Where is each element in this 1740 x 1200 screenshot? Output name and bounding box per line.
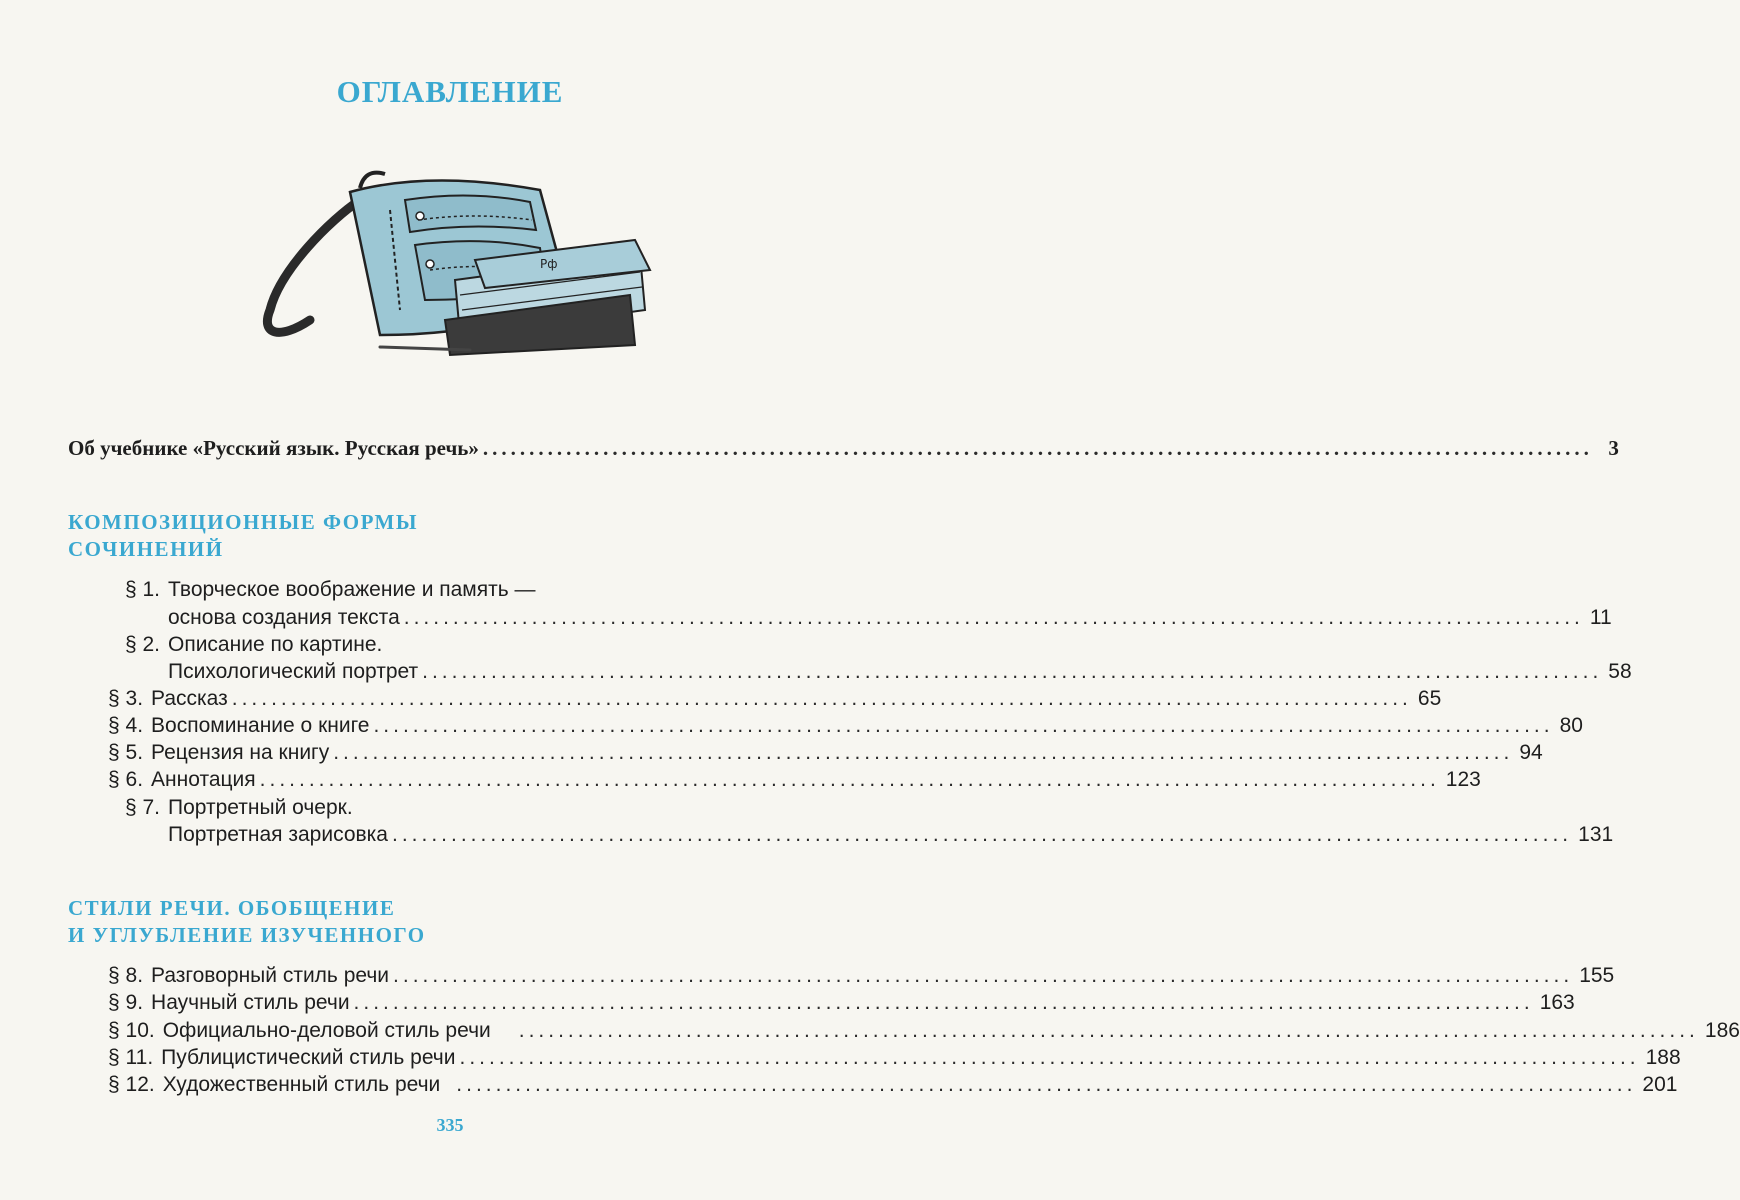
toc-entry-page: 186 xyxy=(1704,1019,1740,1042)
dot-leader: ........................................................................................................................ xyxy=(403,606,1584,629)
dot-leader: ........................................................................................................................ xyxy=(393,964,1574,987)
toc-entry-title: Воспоминание о книге xyxy=(151,714,370,737)
dot-leader: ........................................................................................................................ xyxy=(482,436,1593,460)
toc-entry-number: § 3. xyxy=(108,687,144,710)
toc-entry-1-continued[interactable] xyxy=(168,604,1612,632)
toc-entry-number: § 8. xyxy=(108,964,144,987)
toc-entry-title: Аннотация xyxy=(151,768,256,791)
toc-entry-title: Портретный очерк. xyxy=(168,796,353,819)
toc-entry-7-continued[interactable] xyxy=(168,821,1614,849)
toc-entry-8[interactable] xyxy=(108,962,1615,990)
toc-entry-title: Рассказ xyxy=(151,687,228,710)
toc-entry-number: § 11. xyxy=(108,1046,154,1069)
toc-intro-row[interactable] xyxy=(68,434,1619,462)
toc-entry-number: § 7. xyxy=(124,796,160,819)
toc-entry-page: 201 xyxy=(1642,1073,1678,1096)
dot-leader: ........................................................................................................................ xyxy=(373,714,1554,737)
dot-leader: ........................................................................................................................ xyxy=(392,823,1573,846)
toc-entry-page: 155 xyxy=(1579,964,1615,987)
toc-entry-number: § 1. xyxy=(124,578,160,601)
toc-entry-number: § 2. xyxy=(124,633,160,656)
toc-entry-1[interactable] xyxy=(108,576,830,604)
toc-entry-number: § 5. xyxy=(108,741,144,764)
toc-entry-5[interactable] xyxy=(108,739,1543,767)
toc-entry-title: Творческое воображение и память — xyxy=(168,578,536,601)
toc-entry-6[interactable] xyxy=(108,766,1481,794)
toc-entry-number: § 9. xyxy=(108,991,144,1014)
toc-entry-page: 80 xyxy=(1559,714,1583,737)
toc-entry-title: Разговорный стиль речи xyxy=(151,964,390,987)
page-title: ОГЛАВЛЕНИЕ xyxy=(336,74,564,109)
section-heading-speech-styles: СТИЛИ РЕЧИ. ОБОБЩЕНИЕ И УГЛУБЛЕНИЕ ИЗУЧЕННОГО xyxy=(68,896,426,947)
toc-entry-title: Научный стиль речи xyxy=(151,991,350,1014)
toc-entry-page: 163 xyxy=(1539,991,1575,1014)
toc-entry-page: 11 xyxy=(1589,606,1612,629)
school-bag-with-books-icon xyxy=(240,160,660,365)
toc-entry-title-continued: основа создания текста xyxy=(168,606,400,629)
toc-entry-4[interactable] xyxy=(108,712,1583,740)
toc-entry-page: 131 xyxy=(1578,823,1614,846)
dot-leader: ........................................................................................................................ xyxy=(353,991,1534,1014)
toc-entry-title-continued: Портретная зарисовка xyxy=(168,823,388,846)
toc-entry-7[interactable] xyxy=(108,794,830,822)
dot-leader: ........................................................................................................................ xyxy=(422,660,1603,683)
toc-entry-number: § 4. xyxy=(108,714,144,737)
toc-entry-title: Художественный стиль речи xyxy=(162,1073,441,1096)
toc-entry-10[interactable] xyxy=(108,1017,1740,1045)
toc-entry-title-continued: Психологический портрет xyxy=(168,660,419,683)
toc-entry-number: § 12. xyxy=(108,1073,155,1096)
page-number: 335 xyxy=(436,1115,464,1135)
svg-text:Pф: Pф xyxy=(540,257,558,271)
toc-entry-title: Публицистический стиль речи xyxy=(161,1046,456,1069)
dot-leader: ........................................................................................................................ xyxy=(231,687,1412,710)
dot-leader: ........................................................................................................................ xyxy=(459,1046,1640,1069)
dot-leader: ........................................................................................................................ xyxy=(333,741,1514,764)
toc-entry-number: § 10. xyxy=(108,1019,155,1042)
toc-entry-page: 94 xyxy=(1519,741,1543,764)
toc-entry-page: 58 xyxy=(1608,660,1632,683)
dot-leader: ........................................................................................................................ xyxy=(518,1019,1699,1042)
dot-leader: ........................................................................................................................ xyxy=(456,1073,1637,1096)
toc-entry-11[interactable] xyxy=(108,1044,1681,1072)
toc-entry-3[interactable] xyxy=(108,685,1442,713)
section-heading-compositional-forms: КОМПОЗИЦИОННЫЕ ФОРМЫ СОЧИНЕНИЙ xyxy=(68,510,418,561)
toc-entry-page: 188 xyxy=(1645,1046,1681,1069)
dot-leader: ........................................................................................................................ xyxy=(259,768,1440,791)
toc-entry-page: 123 xyxy=(1445,768,1481,791)
toc-entry-12[interactable] xyxy=(108,1071,1678,1099)
toc-intro-title: Об учебнике «Русский язык. Русская речь» xyxy=(68,436,479,460)
toc-entry-title: Официально-деловой стиль речи xyxy=(162,1019,491,1042)
toc-intro-page: 3 xyxy=(1608,436,1619,460)
toc-entry-number: § 6. xyxy=(108,768,144,791)
toc-entry-2[interactable] xyxy=(108,631,830,659)
toc-entry-title: Описание по картине. xyxy=(168,633,383,656)
toc-entry-9[interactable] xyxy=(108,989,1575,1017)
toc-entry-2-continued[interactable] xyxy=(168,658,1632,686)
toc-entry-page: 65 xyxy=(1417,687,1442,710)
toc-entry-title: Рецензия на книгу xyxy=(151,741,330,764)
